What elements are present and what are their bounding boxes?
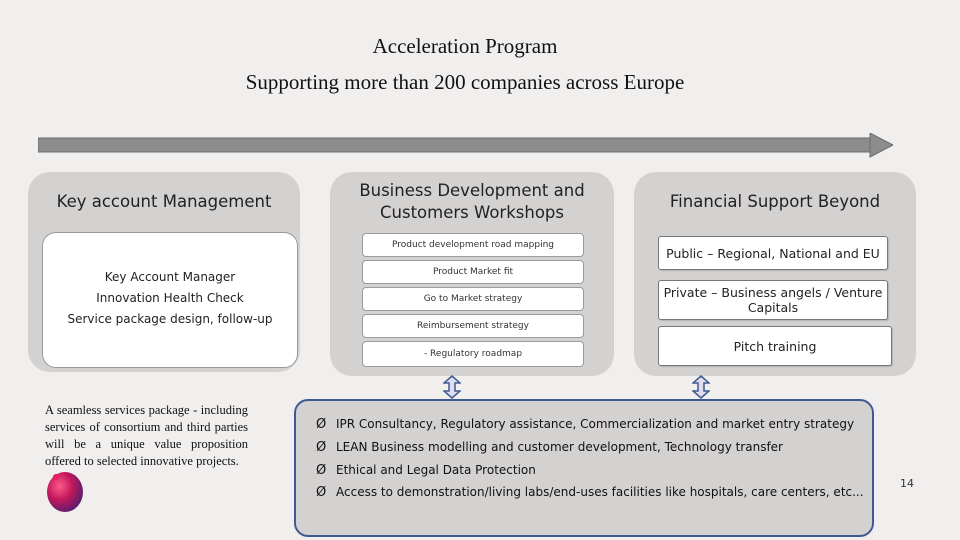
business-dev-item: Go to Market strategy xyxy=(362,287,584,311)
timeline-arrow xyxy=(38,133,893,159)
logo-icon xyxy=(44,465,86,513)
financial-item: Pitch training xyxy=(658,326,892,366)
business-dev-item: - Regulatory roadmap xyxy=(362,341,584,367)
service-item-text: IPR Consultancy, Regulatory assistance, Commercialization and market entry strategy xyxy=(336,417,855,431)
key-account-item: Innovation Health Check xyxy=(96,291,244,305)
key-account-box xyxy=(42,232,298,368)
financial-item: Public – Regional, National and EU xyxy=(658,236,888,270)
double-arrow-icon xyxy=(443,375,461,399)
business-dev-title xyxy=(330,180,614,224)
key-account-item: Service package design, follow-up xyxy=(67,312,273,326)
key-account-title: Key account Management xyxy=(56,192,272,211)
business-dev-title-line2: Customers Workshops xyxy=(380,203,564,222)
financial-title: Financial Support Beyond xyxy=(669,192,881,211)
service-item xyxy=(316,485,864,500)
bullet-icon: Ø xyxy=(316,463,327,478)
page-subtitle: Supporting more than 200 companies across Europe xyxy=(245,70,685,94)
bullet-icon: Ø xyxy=(316,417,327,432)
service-item xyxy=(316,417,854,432)
double-arrow-icon xyxy=(692,375,710,399)
service-item xyxy=(316,440,783,455)
business-dev-title-line1: Business Development and xyxy=(359,181,585,200)
financial-item: Private – Business angels / Venture Capitals xyxy=(658,280,888,320)
bullet-icon: Ø xyxy=(316,440,327,455)
page-title: Acceleration Program xyxy=(372,34,558,58)
service-item-text: LEAN Business modelling and customer development, Technology transfer xyxy=(336,440,783,454)
service-item-text: Ethical and Legal Data Protection xyxy=(336,463,536,477)
business-dev-item: Product development road mapping xyxy=(362,233,584,257)
service-item xyxy=(316,463,536,478)
key-account-item: Key Account Manager xyxy=(104,270,236,284)
bullet-icon: Ø xyxy=(316,485,327,500)
page-number: 14 xyxy=(900,477,914,490)
business-dev-item: Reimbursement strategy xyxy=(362,314,584,338)
service-item-text: Access to demonstration/living labs/end-uses facilities like hospitals, care centers, etc... xyxy=(336,485,864,499)
description-text: A seamless services package - including services of consortium and third parties will be a unique value proposition offered to selected innovative projects. xyxy=(45,403,248,468)
business-dev-item: Product Market fit xyxy=(362,260,584,284)
services-box xyxy=(294,399,874,537)
